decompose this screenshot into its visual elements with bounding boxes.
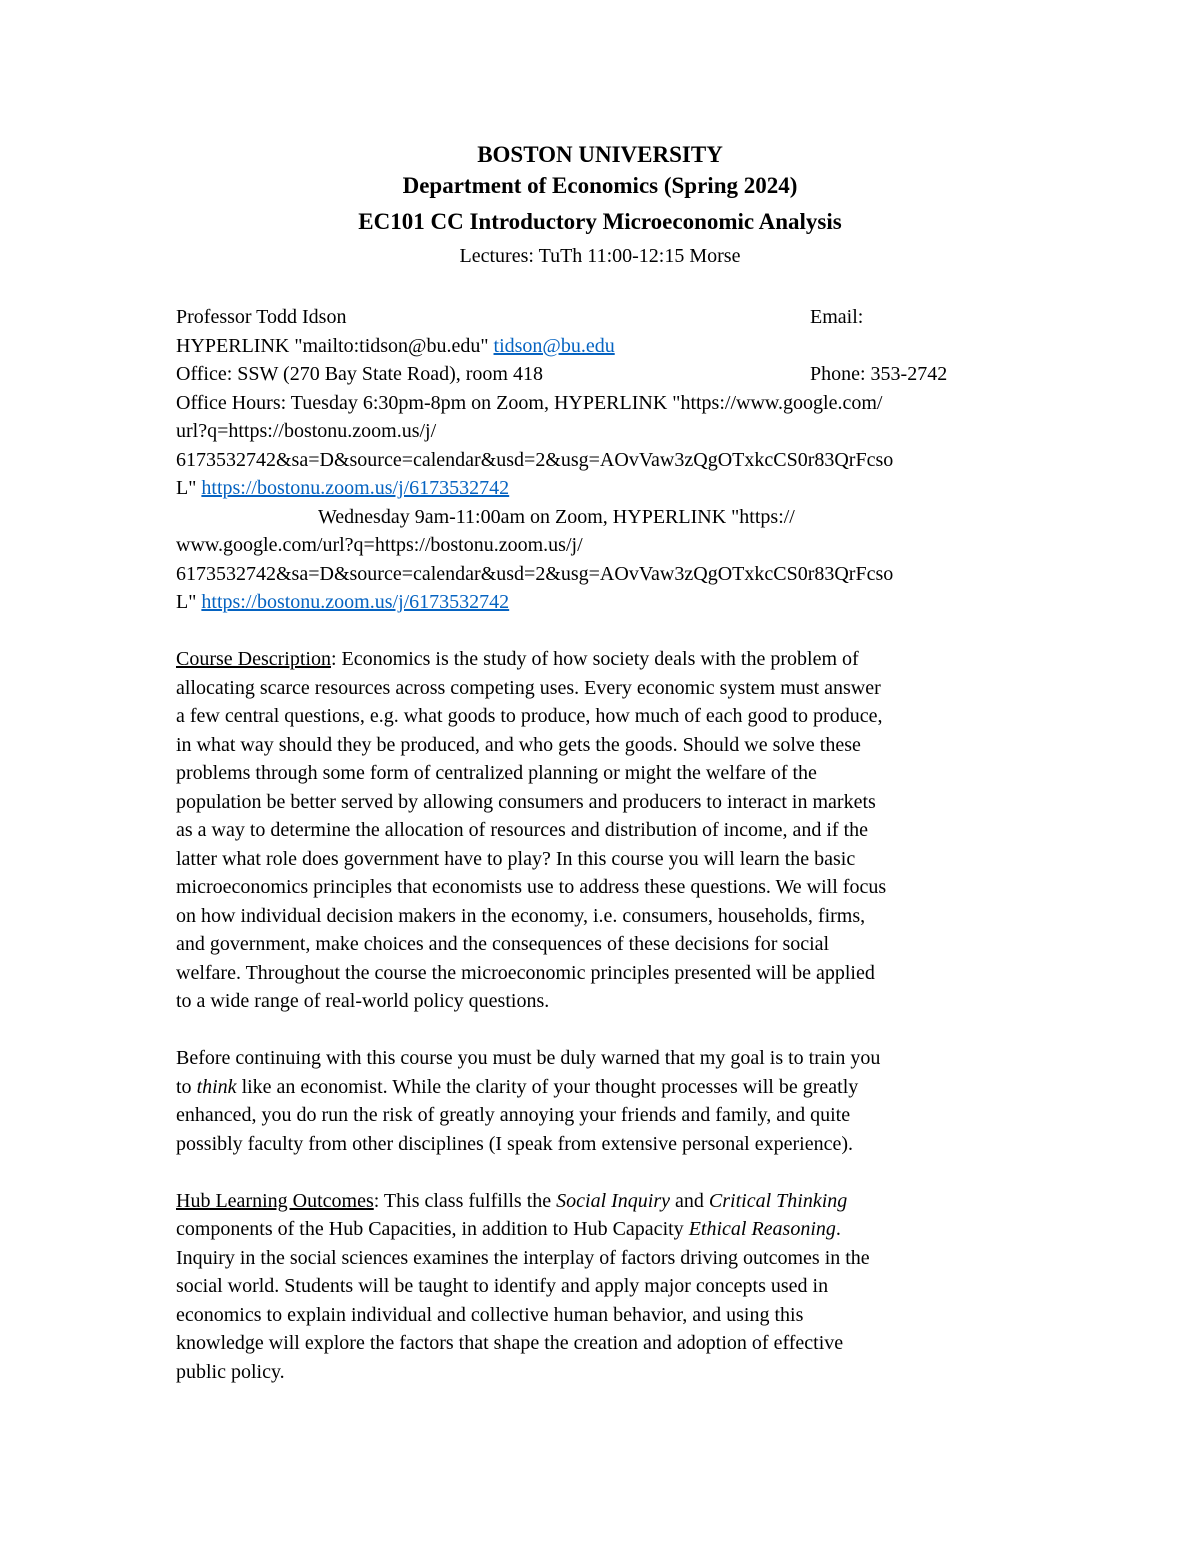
- course-description-text: and government, make choices and the consequences of these decisions for social: [176, 933, 830, 955]
- course-description-text: on how individual decision makers in the economy, i.e. consumers, households, firms,: [176, 904, 866, 927]
- course-description-line: [176, 645, 1036, 674]
- course-description-text: to a wide range of real-world policy questions.: [176, 990, 550, 1012]
- course-description-text: problems through some form of centralized planning or might the welfare of the: [176, 762, 817, 784]
- spacer: [176, 617, 1036, 646]
- course-description-text: : Economics is the study of how society deals with the problem of: [330, 648, 859, 670]
- course-description-text: microeconomics principles that economists use to address these questions. We will focus: [176, 876, 887, 898]
- hub-text: components of the Hub Capacities, in addition to Hub Capacity: [176, 1218, 689, 1240]
- office-hours-wednesday-link-line: [176, 588, 1036, 617]
- course-description-heading: Course Description: [176, 648, 331, 670]
- course-title: EC101 CC Introductory Microeconomic Analysis: [358, 209, 842, 234]
- professor-name: Professor Todd Idson: [176, 306, 347, 328]
- department-title: Department of Economics (Spring 2024): [402, 173, 798, 198]
- warning-text: like an economist. While the clarity of your thought processes will be greatly: [236, 1075, 859, 1098]
- emphasis-social-inquiry: Social Inquiry: [556, 1189, 671, 1212]
- office-line: [176, 360, 1036, 389]
- warning-text: enhanced, you do run the risk of greatly annoying your friends and family, and quite: [176, 1104, 851, 1126]
- university-title: BOSTON UNIVERSITY: [477, 142, 723, 167]
- hub-text: Inquiry in the social sciences examines the interplay of factors driving outcomes in the: [176, 1246, 870, 1269]
- warning-text: to: [176, 1075, 197, 1098]
- hub-outcomes-line: [176, 1215, 1036, 1244]
- zoom-link-tuesday[interactable]: https://bostonu.zoom.us/j/6173532742: [201, 477, 510, 499]
- emphasis-ethical-reasoning: Ethical Reasoning: [688, 1218, 836, 1240]
- hub-text: : This class fulfills the: [373, 1189, 557, 1212]
- office-hours-wednesday-code-4: L": [176, 591, 202, 613]
- email-link[interactable]: tidson@bu.edu: [493, 334, 615, 357]
- course-description-text: population be better served by allowing consumers and producers to interact in markets: [176, 790, 876, 813]
- office-hours-wednesday-code-3: 6173532742&sa=D&source=calendar&usd=2&usg=AOvVaw3zQgOTxkcCS0r83QrFcso: [176, 562, 894, 585]
- email-label: Email:: [810, 306, 864, 328]
- office-location: Office: SSW (270 Bay State Road), room 418: [176, 363, 543, 385]
- warning-text: possibly faculty from other disciplines (I speak from extensive personal experience).: [176, 1132, 854, 1155]
- office-hours-tuesday-code-3: 6173532742&sa=D&source=calendar&usd=2&usg=AOvVaw3zQgOTxkcCS0r83QrFcso: [176, 448, 894, 471]
- course-description-text: in what way should they be produced, and who gets the goods. Should we solve these: [176, 733, 861, 756]
- syllabus-body: [176, 303, 1036, 1386]
- office-hours-tuesday-link-line: [176, 474, 1036, 503]
- zoom-link-wednesday[interactable]: https://bostonu.zoom.us/j/6173532742: [201, 591, 510, 613]
- hub-text: and: [670, 1189, 709, 1212]
- hub-outcomes-heading: Hub Learning Outcomes: [176, 1189, 374, 1212]
- hub-text: .: [835, 1218, 841, 1240]
- course-description-text: allocating scarce resources across competing uses. Every economic system must answer: [176, 676, 881, 699]
- course-description-text: welfare. Throughout the course the microeconomic principles presented will be applied: [176, 961, 875, 984]
- hub-outcomes-line: [176, 1187, 1036, 1216]
- office-hours-tuesday-code-4: L": [176, 477, 202, 499]
- warning-text-line: [176, 1073, 1036, 1102]
- spacer: [176, 1016, 1036, 1045]
- course-description-text: a few central questions, e.g. what goods to produce, how much of each good to produce,: [176, 705, 883, 727]
- hub-text: knowledge will explore the factors that shape the creation and adoption of effective: [176, 1332, 844, 1354]
- office-hours-tuesday-code-2: url?q=https://bostonu.zoom.us/j/: [176, 420, 437, 442]
- hub-text: social world. Students will be taught to identify and apply major concepts used in: [176, 1275, 829, 1297]
- lecture-schedule: Lectures: TuTh 11:00-12:15 Morse: [459, 245, 741, 267]
- course-description-text: latter what role does government have to play? In this course you will learn the basic: [176, 847, 856, 870]
- hub-text: public policy.: [176, 1360, 285, 1383]
- professor-line: [176, 303, 1036, 332]
- course-description-text: as a way to determine the allocation of resources and distribution of income, and if the: [176, 819, 869, 841]
- emphasis-think: think: [196, 1075, 237, 1098]
- phone-number: Phone: 353-2742: [810, 363, 948, 385]
- emphasis-critical-thinking: Critical Thinking: [708, 1189, 848, 1212]
- office-hours-wednesday: Wednesday 9am-11:00am on Zoom, HYPERLINK "https://: [318, 505, 795, 528]
- office-hours-tuesday: Office Hours: Tuesday 6:30pm-8pm on Zoom, HYPERLINK "https://www.google.com/: [176, 391, 883, 414]
- warning-text: Before continuing with this course you must be duly warned that my goal is to train you: [176, 1047, 881, 1069]
- email-line: [176, 332, 1036, 361]
- spacer: [176, 1158, 1036, 1187]
- office-hours-wednesday-code-2: www.google.com/url?q=https://bostonu.zoom.us/j/: [176, 534, 583, 556]
- email-field-code: HYPERLINK "mailto:tidson@bu.edu": [176, 334, 494, 357]
- hub-text: economics to explain individual and collective human behavior, and using this: [176, 1303, 804, 1326]
